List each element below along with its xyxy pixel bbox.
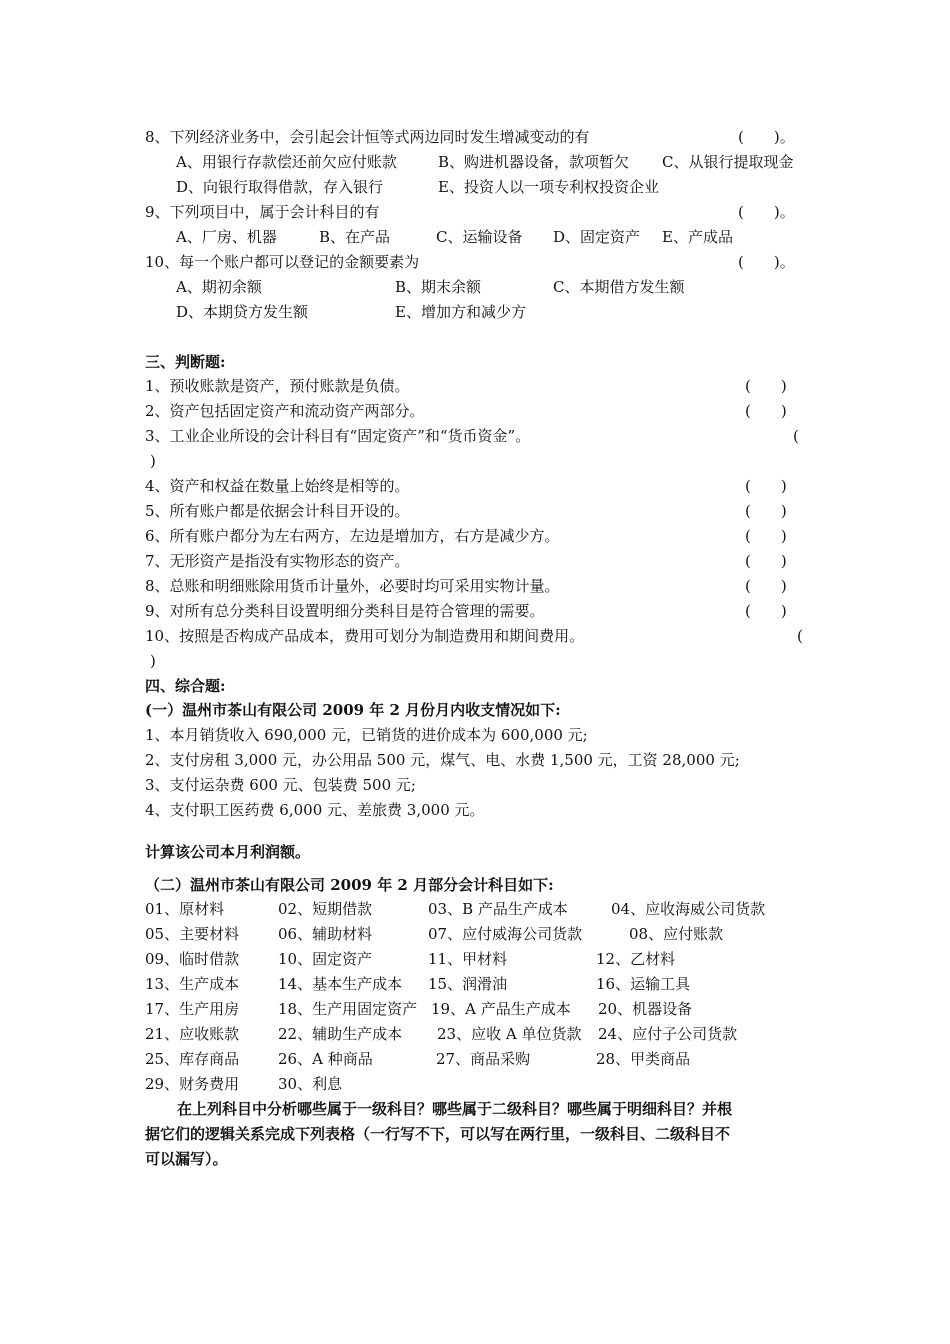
tf-item-text: 9、对所有总分类科目设置明细分类科目是符合管理的需要。 <box>145 602 545 620</box>
account-row <box>145 947 825 971</box>
account-item: 27、商品采购 <box>436 1050 531 1068</box>
account-item: 02、短期借款 <box>278 900 373 918</box>
account-item: 26、A 种商品 <box>278 1050 373 1068</box>
tf-answer-blank: ( ) <box>745 527 787 545</box>
account-item: 16、运输工具 <box>596 975 691 993</box>
mc-q8-option-c: C、从银行提取现金 <box>662 153 794 171</box>
account-item: 13、生产成本 <box>145 975 240 993</box>
tf-item-8 <box>145 574 825 598</box>
mc-q10-option-d: D、本期贷方发生额 <box>176 303 309 321</box>
tf-answer-blank: ( ) <box>745 577 787 595</box>
mc-q10-stem: 10、每一个账户都可以登记的金额要素为 <box>145 253 420 271</box>
account-row <box>145 997 825 1021</box>
account-row <box>145 972 825 996</box>
account-row <box>145 922 825 946</box>
tf-answer-blank: ( ) <box>745 377 787 395</box>
comp-heading: 四、综合题: <box>145 677 226 695</box>
comp-part1-line-4: 4、支付职工医药费 6,000 元、差旅费 3,000 元。 <box>145 801 485 819</box>
account-item: 30、利息 <box>278 1075 343 1093</box>
account-item: 08、应付账款 <box>629 925 724 943</box>
account-item: 03、B 产品生产成本 <box>428 900 568 918</box>
account-item: 06、辅助材料 <box>278 925 373 943</box>
mc-q10-answer-blank: ( )。 <box>738 253 795 271</box>
mc-q9-answer-blank: ( )。 <box>738 203 795 221</box>
tf-item-2 <box>145 399 825 423</box>
comp-part2-instruction-line-3: 可以漏写）。 <box>145 1150 228 1168</box>
mc-q10-option-c: C、本期借方发生额 <box>553 278 685 296</box>
comp-part1-line-2: 2、支付房租 3,000 元，办公用品 500 元，煤气、电、水费 1,500 元，工资 28,000 元; <box>145 751 740 769</box>
mc-q8-option-b: B、购进机器设备，款项暂欠 <box>438 153 630 171</box>
mc-q9-option-b: B、在产品 <box>319 228 391 246</box>
account-item: 04、应收海威公司货款 <box>611 900 766 918</box>
mc-q9-option-e: E、产成品 <box>662 228 733 246</box>
account-item: 12、乙材料 <box>596 950 676 968</box>
account-item: 18、生产用固定资产 <box>278 1000 418 1018</box>
account-item: 05、主要材料 <box>145 925 240 943</box>
mc-q10-option-a: A、期初余额 <box>176 278 262 296</box>
comp-part1-question: 计算该公司本月利润额。 <box>145 843 311 861</box>
tf-answer-blank-close: ) <box>150 652 156 670</box>
account-item: 11、甲材料 <box>428 950 508 968</box>
mc-q8-option-d: D、向银行取得借款，存入银行 <box>176 178 384 196</box>
mc-q10-line <box>145 250 825 274</box>
tf-item-10 <box>145 624 825 648</box>
account-item: 07、应付威海公司货款 <box>428 925 583 943</box>
mc-q8-stem: 8、下列经济业务中，会引起会计恒等式两边同时发生增减变动的有 <box>145 128 590 146</box>
comp-part2-instruction-line-2: 据它们的逻辑关系完成下列表格（一行写不下，可以写在两行里，一级科目、二级科目不 <box>145 1125 731 1143</box>
account-item: 21、应收账款 <box>145 1025 240 1043</box>
account-row <box>145 1047 825 1071</box>
comp-part2-instruction-line-1: 在上列科目中分析哪些属于一级科目？哪些属于二级科目？哪些属于明细科目？并根 <box>177 1100 733 1118</box>
tf-item-text: 1、预收账款是资产，预付账款是负债。 <box>145 377 410 395</box>
comp-part2-title: （二）温州市茶山有限公司 2009 年 2 月部分会计科目如下: <box>145 876 554 894</box>
mc-q8-option-e: E、投资人以一项专利权投资企业 <box>438 178 659 196</box>
tf-item-1 <box>145 374 825 398</box>
account-row <box>145 897 825 921</box>
tf-item-3 <box>145 424 825 448</box>
mc-q8-answer-blank: ( )。 <box>738 128 795 146</box>
tf-answer-blank-open: ( <box>793 427 799 445</box>
tf-answer-blank: ( ) <box>745 402 787 420</box>
tf-item-6 <box>145 524 825 548</box>
tf-item-text: 4、资产和权益在数量上始终是相等的。 <box>145 477 410 495</box>
account-item: 29、财务费用 <box>145 1075 240 1093</box>
tf-answer-blank: ( ) <box>745 502 787 520</box>
mc-q10-option-e: E、增加方和减少方 <box>395 303 526 321</box>
mc-q9-stem: 9、下列项目中，属于会计科目的有 <box>145 203 380 221</box>
account-item: 25、库存商品 <box>145 1050 240 1068</box>
account-item: 22、辅助生产成本 <box>278 1025 403 1043</box>
tf-item-text: 8、总账和明细账除用货币计量外，必要时均可采用实物计量。 <box>145 577 560 595</box>
tf-item-5 <box>145 499 825 523</box>
account-item: 23、应收 A 单位货款 <box>437 1025 582 1043</box>
tf-item-4 <box>145 474 825 498</box>
tf-item-7 <box>145 549 825 573</box>
account-item: 19、A 产品生产成本 <box>431 1000 571 1018</box>
tf-item-text: 2、资产包括固定资产和流动资产两部分。 <box>145 402 425 420</box>
comp-part1-title: (一）温州市茶山有限公司 2009 年 2 月份月内收支情况如下: <box>145 701 561 719</box>
tf-item-text: 7、无形资产是指没有实物形态的资产。 <box>145 552 410 570</box>
tf-heading: 三、判断题: <box>145 353 226 371</box>
comp-part1-line-1: 1、本月销货收入 690,000 元，已销货的进价成本为 600,000 元; <box>145 726 588 744</box>
account-item: 17、生产用房 <box>145 1000 240 1018</box>
tf-answer-blank-open: ( <box>797 627 803 645</box>
comp-part1-line-3: 3、支付运杂费 600 元、包装费 500 元; <box>145 776 416 794</box>
mc-q10-option-b: B、期末余额 <box>395 278 482 296</box>
account-item: 24、应付子公司货款 <box>598 1025 738 1043</box>
mc-q9-option-a: A、厂房、机器 <box>176 228 277 246</box>
mc-q8-option-a: A、用银行存款偿还前欠应付账款 <box>176 153 397 171</box>
tf-item-9 <box>145 599 825 623</box>
mc-q8-line <box>145 125 825 149</box>
account-item: 01、原材料 <box>145 900 225 918</box>
account-item: 14、基本生产成本 <box>278 975 403 993</box>
tf-answer-blank: ( ) <box>745 552 787 570</box>
account-row <box>145 1072 825 1096</box>
account-item: 15、润滑油 <box>428 975 508 993</box>
account-row <box>145 1022 825 1046</box>
tf-item-text: 3、工业企业所设的会计科目有“固定资产”和“货币资金”。 <box>145 427 531 445</box>
mc-q9-option-d: D、固定资产 <box>553 228 641 246</box>
tf-answer-blank-close: ) <box>150 452 156 470</box>
account-item: 28、甲类商品 <box>596 1050 691 1068</box>
account-item: 09、临时借款 <box>145 950 240 968</box>
account-item: 10、固定资产 <box>278 950 373 968</box>
tf-item-text: 6、所有账户都分为左右两方，左边是增加方，右方是减少方。 <box>145 527 560 545</box>
mc-q9-line <box>145 200 825 224</box>
mc-q9-option-c: C、运输设备 <box>436 228 523 246</box>
account-item: 20、机器设备 <box>598 1000 693 1018</box>
tf-item-text: 10、按照是否构成产品成本，费用可划分为制造费用和期间费用。 <box>145 627 585 645</box>
tf-answer-blank: ( ) <box>745 477 787 495</box>
tf-answer-blank: ( ) <box>745 602 787 620</box>
tf-item-text: 5、所有账户都是依据会计科目开设的。 <box>145 502 410 520</box>
